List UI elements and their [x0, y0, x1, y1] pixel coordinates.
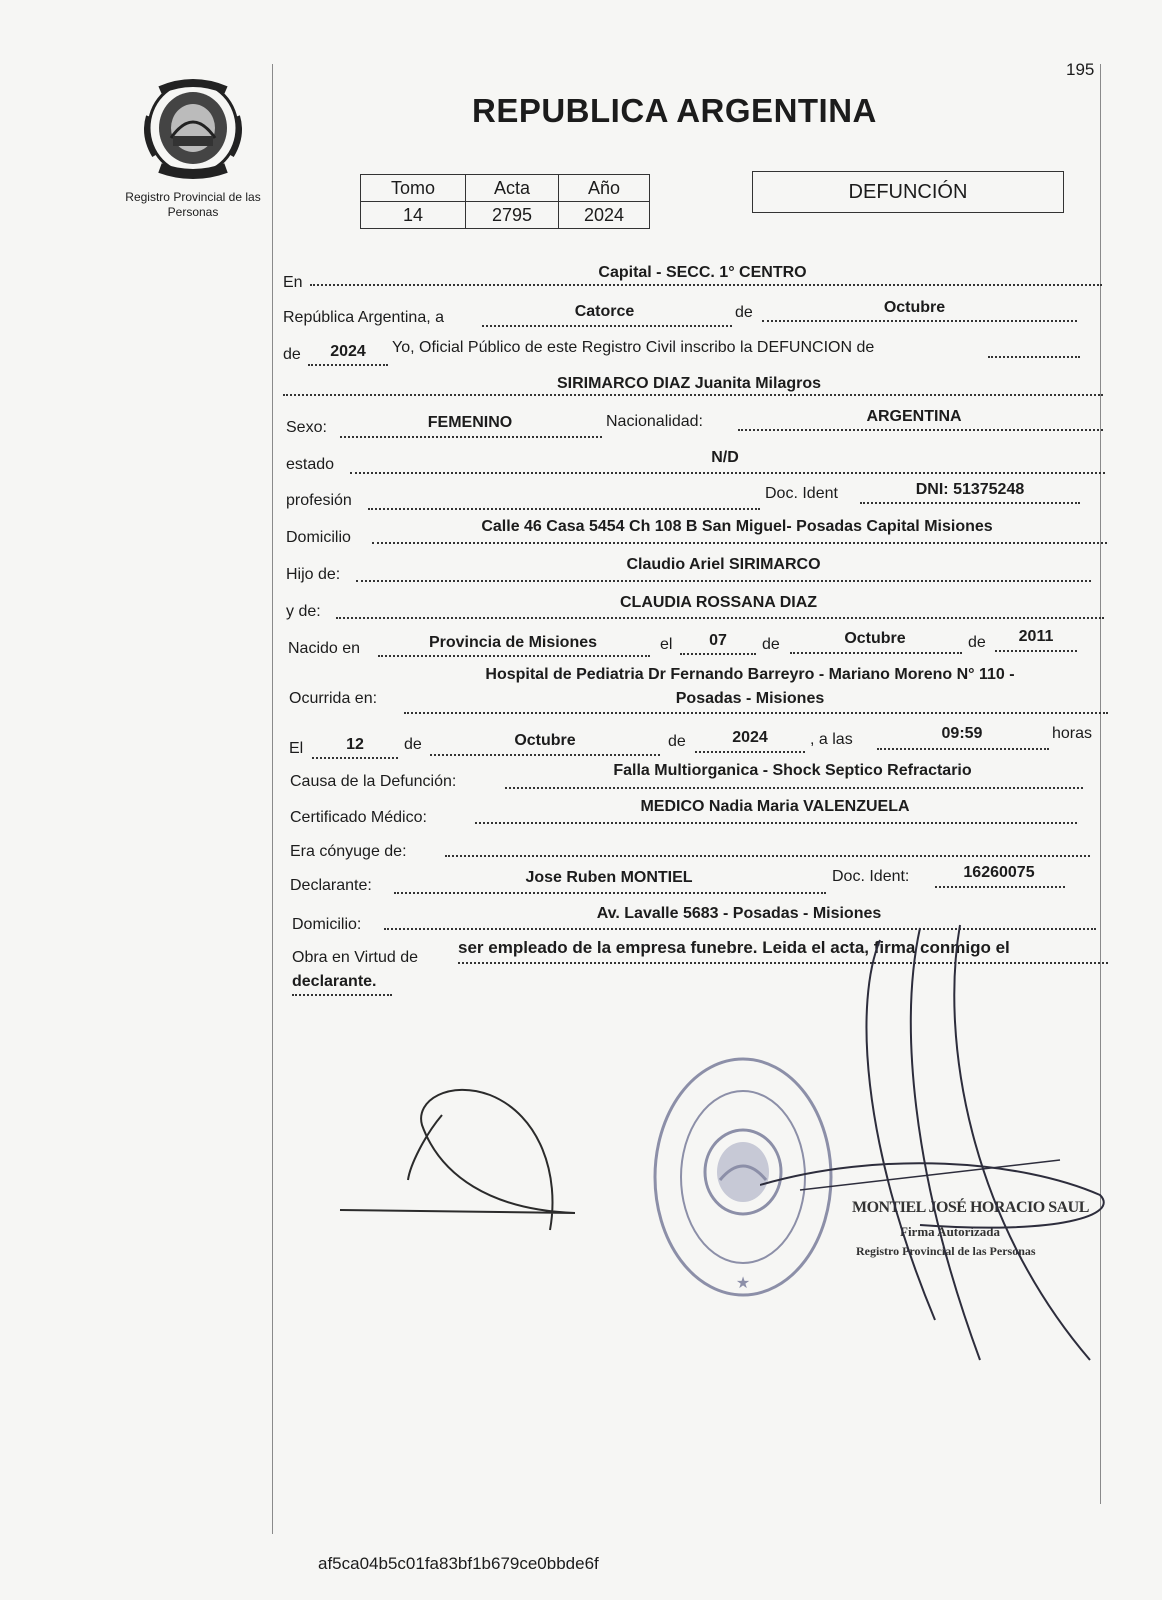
acta-header: Acta	[466, 175, 559, 202]
death-year-line	[695, 751, 805, 753]
day-line	[482, 325, 732, 327]
tomo-value: 14	[361, 202, 466, 229]
death-time-value: 09:59	[941, 725, 983, 742]
label-hijo-de: Hijo de:	[286, 566, 341, 583]
civil-status-value: N/D	[711, 449, 739, 466]
year-line	[308, 364, 388, 366]
father-value: Claudio Ariel SIRIMARCO	[626, 556, 821, 573]
death-year-value: 2024	[732, 729, 768, 746]
father-line	[356, 580, 1091, 582]
address-value: Calle 46 Casa 5454 Ch 108 B San Miguel- Posadas Capital Misiones	[481, 518, 993, 535]
place-value: Capital - SECC. 1° CENTRO	[598, 264, 807, 281]
declarant-signature	[330, 1085, 590, 1255]
birth-place-value: Provincia de Misiones	[428, 634, 598, 651]
label-republica: República Argentina, a	[283, 309, 444, 326]
label-domicilio: Domicilio	[286, 529, 351, 546]
label-certificado: Certificado Médico:	[290, 809, 427, 826]
death-time-line	[877, 748, 1049, 750]
death-place-line	[404, 712, 1108, 714]
yo-line	[988, 356, 1080, 358]
declarant-doc-value: 16260075	[963, 864, 1035, 881]
declarant-address-value: Av. Lavalle 5683 - Posadas - Misiones	[596, 905, 882, 922]
label-nacido-en: Nacido en	[288, 640, 361, 657]
sex-value: FEMENINO	[427, 414, 513, 431]
label-en: En	[283, 274, 303, 291]
birth-year-line	[995, 650, 1077, 652]
label-de-5: de	[404, 736, 422, 753]
label-ocurrida-en: Ocurrida en:	[289, 690, 378, 707]
day-text-value: Catorce	[574, 303, 635, 320]
label-de-1: de	[735, 304, 753, 321]
certificate-line	[475, 822, 1077, 824]
label-doc-ident: Doc. Ident	[765, 485, 838, 502]
cause-value: Falla Multiorganica - Shock Septico Refractario	[613, 762, 972, 779]
dni-line	[860, 502, 1080, 504]
birth-month-line	[790, 652, 962, 654]
left-margin-line	[272, 64, 273, 1534]
place-line	[310, 284, 1102, 286]
official-signature	[760, 920, 1140, 1370]
cause-line	[505, 787, 1083, 789]
label-a-las: , a las	[810, 731, 853, 748]
birth-place-line	[378, 655, 650, 657]
label-estado: estado	[286, 456, 335, 473]
record-type: DEFUNCIÓN	[848, 181, 968, 203]
certificate-value: MEDICO Nadia Maria VALENZUELA	[640, 798, 910, 815]
name-line	[283, 394, 1103, 396]
ano-value: 2024	[559, 202, 650, 229]
ano-header: Año	[559, 175, 650, 202]
label-nacionalidad: Nacionalidad:	[606, 413, 703, 430]
profesion-line	[368, 508, 760, 510]
label-el-cap: El	[289, 740, 304, 757]
label-profesion: profesión	[286, 492, 352, 509]
label-horas: horas	[1052, 725, 1093, 742]
footer-hash: af5ca04b5c01fa83bf1b679ce0bbde6f	[318, 1554, 599, 1573]
death-day-value: 12	[346, 736, 364, 753]
acta-value: 2795	[466, 202, 559, 229]
birth-month-value: Octubre	[844, 630, 906, 647]
declarant-line	[394, 892, 826, 894]
reason-line2	[292, 994, 392, 996]
sex-line	[340, 436, 602, 438]
spouse-line	[445, 855, 1090, 857]
label-el: el	[660, 636, 673, 653]
label-causa: Causa de la Defunción:	[290, 773, 457, 790]
misiones-coat-of-arms-logo	[140, 76, 246, 180]
mother-line	[336, 617, 1104, 619]
declarant-doc-line	[935, 886, 1065, 888]
record-table	[360, 174, 650, 229]
mother-value: CLAUDIA ROSSANA DIAZ	[619, 594, 818, 611]
birth-year-value: 2011	[1018, 628, 1054, 645]
label-y-de: y de:	[286, 603, 321, 620]
declarant-value: Jose Ruben MONTIEL	[525, 869, 693, 886]
label-de-2: de	[283, 346, 301, 363]
label-de-3: de	[762, 636, 780, 653]
tomo-header: Tomo	[361, 175, 466, 202]
label-obra: Obra en Virtud de	[292, 949, 419, 966]
label-declarante: Declarante:	[290, 877, 372, 894]
reason-line1-value: ser empleado de la empresa funebre. Leida el acta, firma conmigo el	[458, 938, 1010, 957]
page-number: 195	[1066, 60, 1095, 79]
official-role: Firma Autorizada	[900, 1224, 1001, 1239]
death-day-line	[312, 757, 398, 759]
label-de-6: de	[668, 733, 686, 750]
record-type-box	[752, 171, 1064, 213]
dni-value: DNI: 51375248	[915, 481, 1025, 498]
label-de-4: de	[968, 634, 986, 651]
month-text-value: Octubre	[883, 299, 946, 316]
death-month-value: Octubre	[514, 732, 576, 749]
reason-line2-value: declarante.	[292, 973, 377, 990]
month-line	[762, 320, 1077, 322]
nationality-line	[738, 429, 1103, 431]
birth-day-line	[680, 653, 756, 655]
svg-text:★: ★	[735, 1273, 751, 1292]
address-line	[372, 542, 1107, 544]
label-conyuge: Era cónyuge de:	[290, 843, 407, 860]
label-sexo: Sexo:	[286, 419, 327, 436]
death-place-line1-value: Hospital de Pediatria Dr Fernando Barreyro - Mariano Moreno N° 110 -	[485, 666, 1015, 683]
registry-name: Registro Provincial de las Personas	[125, 190, 261, 219]
estado-line	[350, 472, 1105, 474]
year-value: 2024	[330, 343, 366, 360]
label-yo: Yo, Oficial Público de este Registro Civil inscribo la DEFUNCION de	[392, 339, 875, 356]
label-doc-ident-2: Doc. Ident:	[832, 868, 910, 885]
death-place-line2-value: Posadas - Misiones	[675, 690, 825, 707]
label-domicilio-2: Domicilio:	[292, 916, 362, 933]
page-title: REPUBLICA ARGENTINA	[472, 92, 877, 129]
death-month-line	[430, 754, 660, 756]
birth-day-value: 07	[709, 632, 727, 649]
nationality-value: ARGENTINA	[866, 408, 962, 425]
official-registry: Registro Provincial de las Personas	[856, 1244, 1036, 1258]
official-name: MONTIEL JOSÉ HORACIO SAUL	[852, 1199, 1089, 1216]
deceased-name-value: SIRIMARCO DIAZ Juanita Milagros	[556, 375, 822, 392]
